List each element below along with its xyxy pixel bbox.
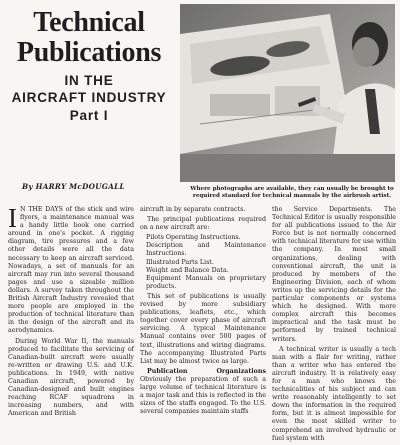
list-item: Equipment Manuals on proprietary products.	[146, 274, 266, 290]
title-line-publications: Publications	[16, 37, 162, 68]
photo-caption: Where photographs are available, they can usually be brought to required standard for technical manuals by the airbrush artist.	[190, 186, 394, 200]
paragraph-text: N THE DAYS of the stick and wire flyers, a maintenance manual was a handy little book one carried around in one's pocket. A rigging diagram, tire pressures and a few other details were all the data necessary to keep an aircraft serviced. Nowadays, a set of manuals for an aircraft may run into several thousand pages and use a sizeable million dollars. A survey taken throughout the British Aircraft Industry revealed that more people are employed in the production of technical literature than in the design of the aircraft and its aerodynamics.	[8, 206, 134, 335]
paragraph: This set of publications is usually revised by more subsidiary publications, leaflets, etc., which together cover every phase of aircraft servicing. A typical Maintenance Manual contains over 500 pages of text, illustrations and wiring diagrams. The accompanying Illustrated Parts List may be almost twice as large.	[140, 292, 266, 365]
article-title	[0, 8, 178, 124]
list-item: Illustrated Parts List.	[146, 258, 214, 266]
drop-cap: I	[8, 203, 17, 233]
title-line-in-the: IN THE	[64, 73, 114, 88]
list-item: Pilots Operating Instructions.	[146, 234, 241, 242]
article-column-3	[272, 206, 396, 445]
paragraph: The principal publications required on a new aircraft are:	[140, 216, 266, 232]
paragraph: A technical writer is usually a tech man with a flair for writing, rather than a writer who has entered the aircraft industry. It is relatively easy for a man who knows the technicalities of his subject and can write reasonably intelligently to set down the information in the required form, but it is almost impossible for even the most skilled writer to comprehend an involved hydraulic or fuel system with	[272, 345, 396, 442]
paragraph: During World War II, the manuals produced to facilitate the servicing of Canadian-built aircraft were usually re-written or drawing U.S. and U.K. publications. In 1949, with native Canadian aircraft, powered by Canadian-designed and built engines reaching RCAF squadrons in increasing numbers, and with American and British	[8, 337, 134, 418]
paragraph: the Service Departments. The Technical Editor is usually responsible for all publications issued to the Air Force but is not normally concerned with technical literature for use within the company. In most small organizations, dealing with conventional aircraft, the unit is produced by members of the Engineering Division, each of whom writes up the servicing details for the particular components or systems which he designed. With more complex aircraft this becomes impractical and the task must be performed by trained technical writers.	[272, 206, 396, 343]
list-item: Description and Maintenance Instructions.	[146, 242, 266, 258]
subhead: Publication Organizations	[147, 367, 266, 375]
byline: By HARRY McDOUGALL	[22, 182, 125, 191]
title-line-part: Part I	[69, 108, 109, 123]
paragraph	[8, 203, 134, 336]
paragraph-text: Obviously the preparation of such a large volume of technical literature is a major task and this is reflected in the sizes of the staffs engaged. To the U.S. several companies maintain staffs	[140, 375, 266, 416]
publications-list	[146, 234, 266, 291]
paragraph	[140, 368, 266, 417]
photo-airbrush-artist	[180, 4, 395, 182]
article-column-2	[140, 206, 266, 418]
paragraph: aircraft in by separate contracts.	[140, 206, 246, 213]
title-line-technical: Technical	[33, 7, 145, 38]
list-item: Weight and Balance Data.	[146, 266, 229, 274]
article-column-1	[8, 203, 134, 420]
title-line-aircraft-industry: AIRCRAFT INDUSTRY	[11, 90, 167, 105]
